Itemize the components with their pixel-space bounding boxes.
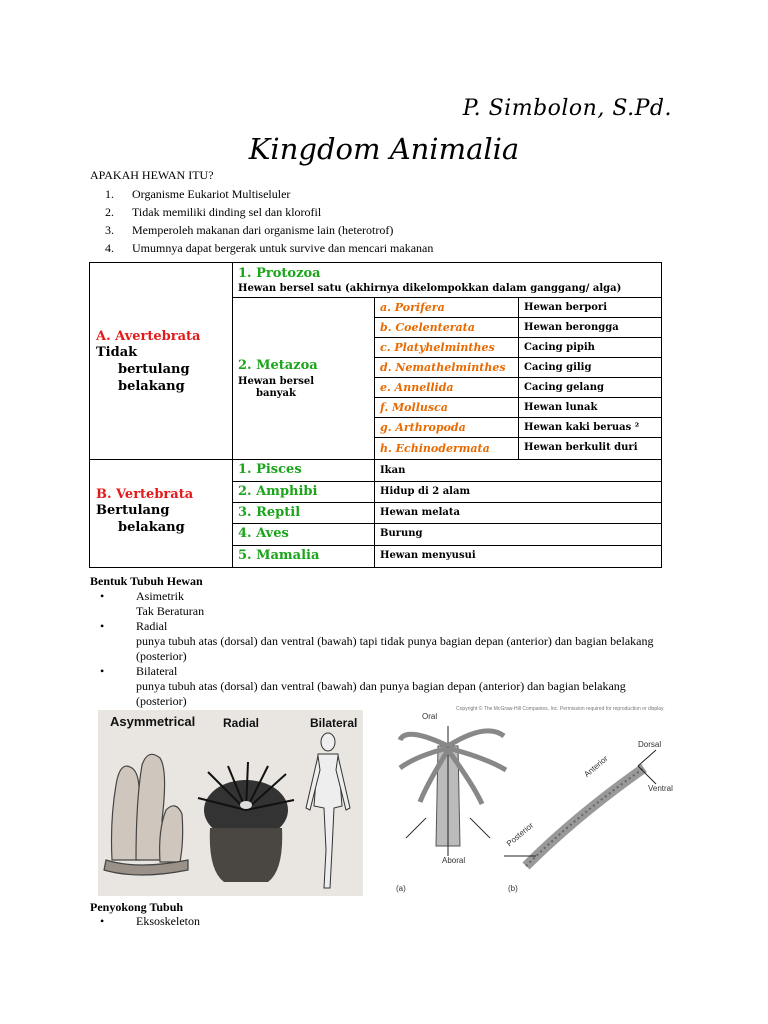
phylum-name: c. Platyhelminthes <box>380 341 495 354</box>
intro-points <box>90 185 433 257</box>
phylum-desc: Cacing pipih <box>524 342 595 353</box>
list-item: 4. Umumnya dapat bergerak untuk survive dan mencari makanan <box>105 241 434 255</box>
intro-question: APAKAH HEWAN ITU? <box>90 168 214 182</box>
phylum-desc: Cacing gilig <box>524 362 592 373</box>
copyright-notice: Copyright © The McGraw-Hill Companies, Inc. Permission required for reproduction or display. <box>456 706 665 712</box>
list-item-desc: punya tubuh atas (dorsal) dan ventral (bawah) dan punya bagian depan (anterior) dan bagian belakang <box>136 679 626 693</box>
phylum-name: f. Mollusca <box>380 401 448 414</box>
author: P. Simbolon, S.Pd. <box>462 96 672 121</box>
phylum-desc: Hewan berongga <box>524 322 619 333</box>
aboral-label: Aboral <box>442 856 466 865</box>
list-item-desc: (posterior) <box>136 649 187 663</box>
body-form-heading: Bentuk Tubuh Hewan <box>90 574 203 588</box>
class-desc: Hewan menyusui <box>380 550 476 561</box>
radial-animal-icon <box>400 726 506 856</box>
figure-a-label: (a) <box>396 884 406 893</box>
phylum-name: a. Porifera <box>380 301 445 314</box>
figure-label: Bilateral <box>310 716 358 730</box>
class-name: 2. Amphibi <box>238 484 318 499</box>
oral-label: Oral <box>422 712 438 721</box>
class-name: 1. Pisces <box>238 462 302 477</box>
avertebrata-title: A. Avertebrata <box>96 329 201 344</box>
posterior-label: Posterior <box>504 820 536 849</box>
list-item: 1. Organisme Eukariot Multiseluler <box>105 187 291 201</box>
symmetry-illustration <box>98 710 363 896</box>
phylum-name: b. Coelenterata <box>380 321 475 334</box>
figure-b-label: (b) <box>508 884 518 893</box>
figure-label: Radial <box>223 716 260 730</box>
body-form-list <box>100 589 654 709</box>
phylum-name: e. Annellida <box>380 381 454 394</box>
list-item-desc: punya tubuh atas (dorsal) dan ventral (bawah) tapi tidak punya bagian depan (anterior) dan bagian belakang <box>136 634 654 648</box>
class-desc: Hewan melata <box>380 507 460 518</box>
avertebrata-group: A. Avertebrata Tidak bertulang belakang <box>96 329 201 394</box>
phylum-desc: Hewan kaki beruas ² <box>524 422 640 433</box>
list-item: • Bilateral <box>100 664 178 678</box>
anterior-label: Anterior <box>582 754 610 779</box>
list-item: 2. Tidak memiliki dinding sel dan klorofil <box>105 205 322 219</box>
list-item-desc: Tak Beraturan <box>136 604 205 618</box>
classification-table: A. Avertebrata Tidak bertulang belakang B. Vertebrata Bertulang belakang 1. Protozoa Hewan bersel satu (akhirnya dikelompokkan dalam ganggang/ alga) 2. Metazoa Hewan bersel banyak a. Porifera Hewan berpori b. Coelenterata Hewan berongga c. Platyhelminthes Cacing pipih d. Nemathelminthes Cacing gilig e. Annellida Cacing gelang f. Mollusca Hewan lunak g. Arthropoda Hewan kaki beruas ² h. Echinodermata Hewan berkulit duri 1. Pisces Ikan 2. Amphibi Hidup di 2 alam 3. Reptil Hewan melata 4. Aves Burung 5. Mamalia Hewan menyusui <box>89 262 662 568</box>
list-item: • Asimetrik <box>100 589 184 603</box>
phylum-desc: Hewan berkulit duri <box>524 442 638 453</box>
phylum-desc: Hewan berpori <box>524 302 608 313</box>
sponge-icon <box>104 754 188 875</box>
class-name: 5. Mamalia <box>238 548 320 563</box>
class-name: 4. Aves <box>238 526 289 541</box>
dorsal-label: Dorsal <box>638 740 662 749</box>
protozoa-desc: Hewan bersel satu (akhirnya dikelompokkan dalam ganggang/ alga) <box>238 283 622 294</box>
class-desc: Burung <box>380 528 423 539</box>
phylum-name: d. Nemathelminthes <box>380 361 506 374</box>
phylum-name: h. Echinodermata <box>380 442 490 455</box>
list-item-desc: (posterior) <box>136 694 187 708</box>
vertebrata-group: B. Vertebrata Bertulang belakang <box>96 487 194 535</box>
support-list <box>100 914 200 929</box>
list-item: • Radial <box>100 619 168 633</box>
symmetry-figure <box>98 710 363 896</box>
class-desc: Hidup di 2 alam <box>380 486 471 497</box>
symmetry-diagram <box>386 706 676 894</box>
bilateral-animal-icon <box>504 750 656 866</box>
human-figure-icon <box>306 733 350 888</box>
list-item: 3. Memperoleh makanan dari organisme lain (heterotrof) <box>105 223 394 237</box>
class-desc: Ikan <box>380 465 406 476</box>
support-heading: Penyokong Tubuh <box>90 900 184 914</box>
figure-label: Asymmetrical <box>110 714 196 729</box>
class-name: 3. Reptil <box>238 505 301 520</box>
phylum-desc: Hewan lunak <box>524 402 598 413</box>
phylum-desc: Cacing gelang <box>524 382 604 393</box>
anemone-icon <box>198 762 294 882</box>
metazoa-title: 2. Metazoa <box>238 358 318 373</box>
list-item: • Eksoskeleton <box>100 914 200 928</box>
radial-bilateral-illustration <box>386 706 676 894</box>
ventral-label: Ventral <box>648 784 673 793</box>
protozoa-title: 1. Protozoa <box>238 266 321 281</box>
phylum-name: g. Arthropoda <box>380 421 466 434</box>
vertebrata-title: B. Vertebrata <box>96 487 194 502</box>
page-title: Kingdom Animalia <box>248 132 520 166</box>
